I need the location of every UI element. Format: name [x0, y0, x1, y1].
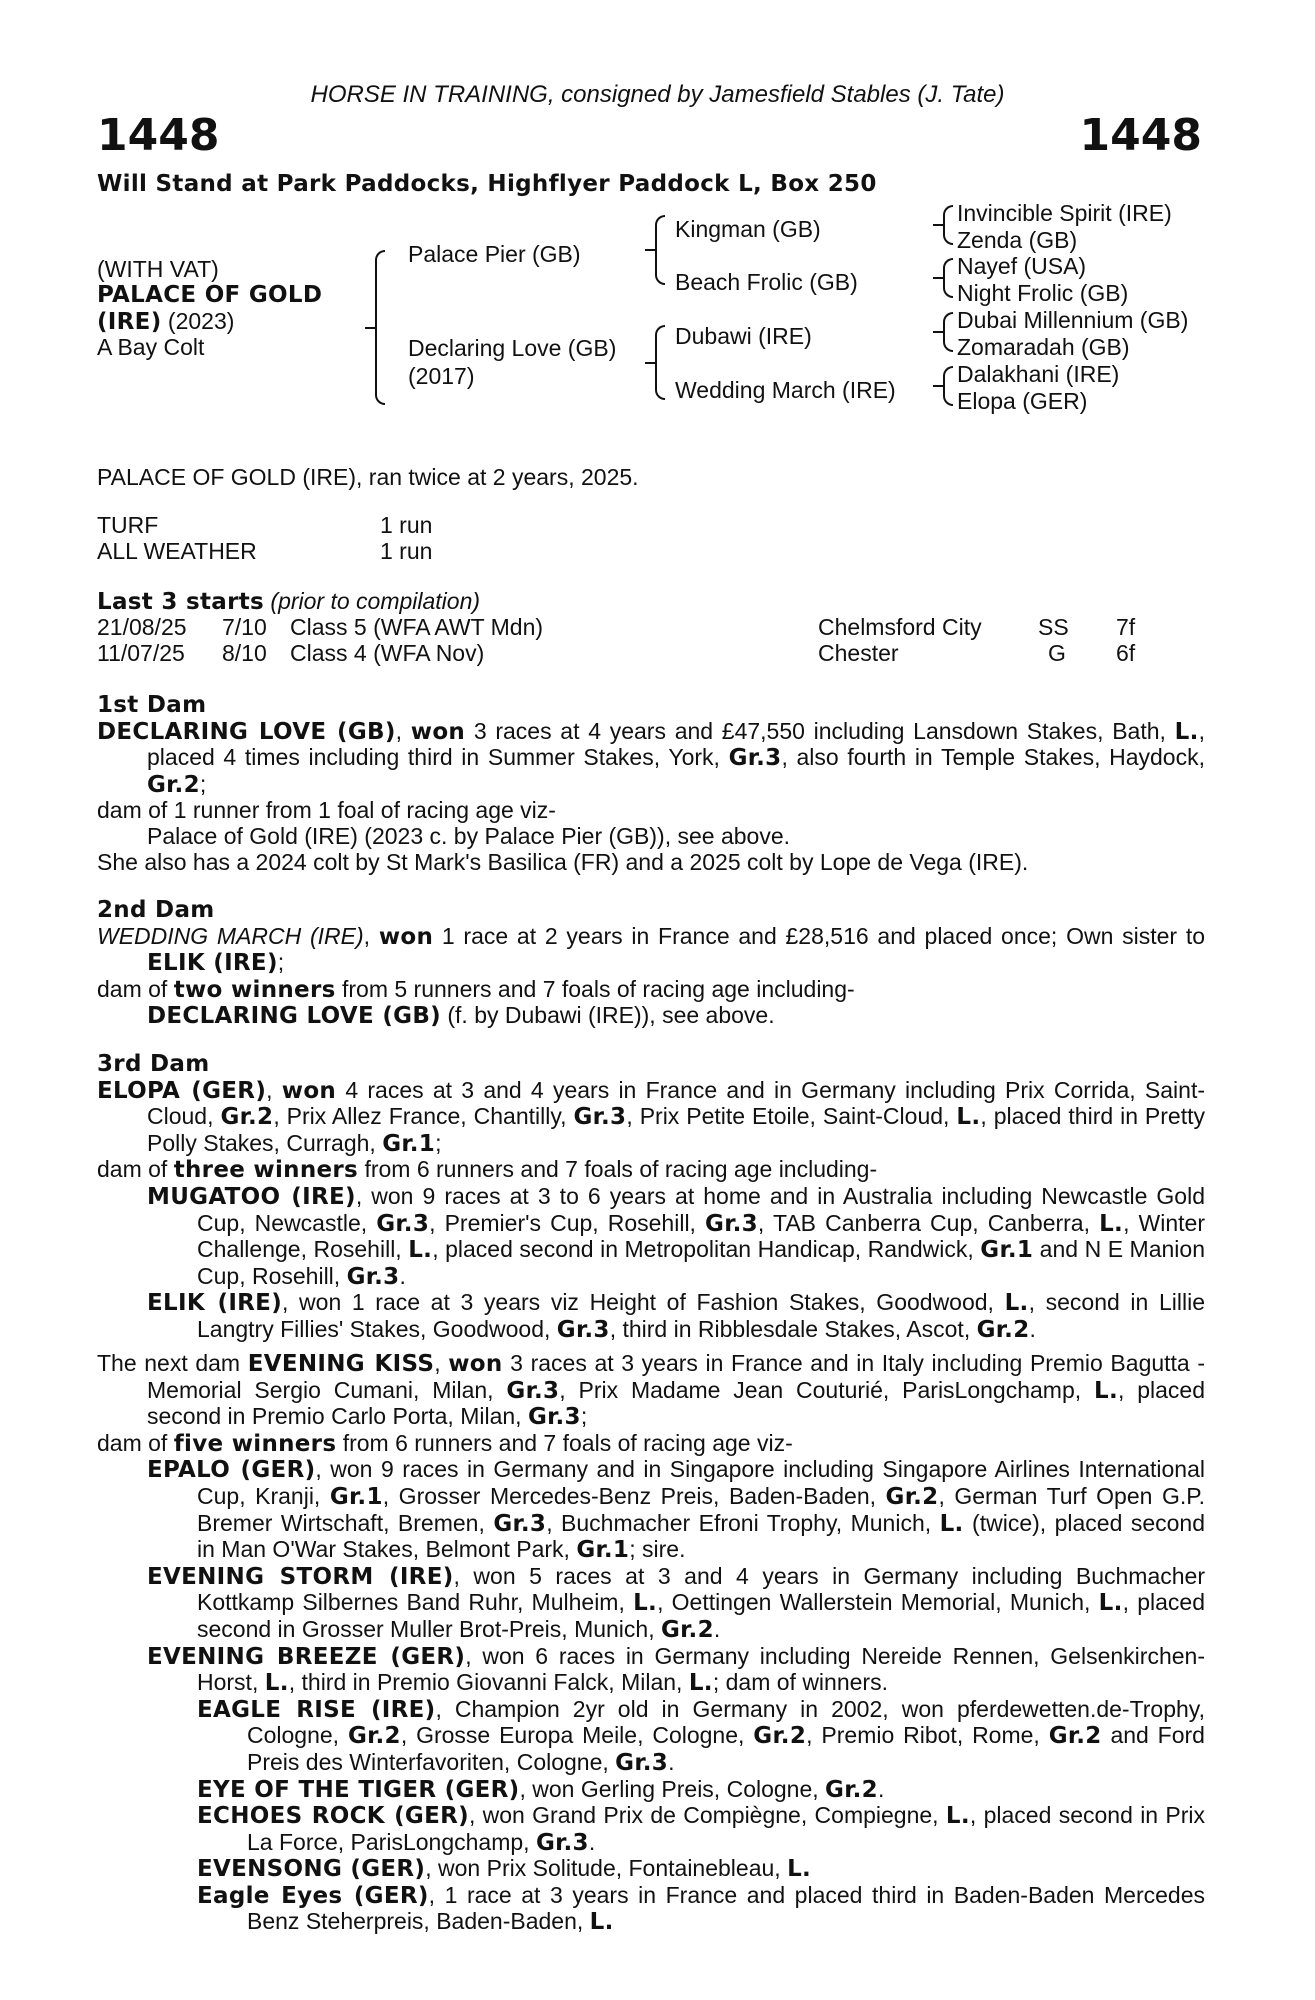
start-row — [0, 641, 1315, 667]
record-text: , won Prix Solitude, Fontainebleau, — [425, 1855, 788, 1882]
record-text: , placed second in Premio Carlo Porta, Milan, — [147, 1376, 1205, 1430]
produce-name: ELIK (IRE) — [147, 1290, 283, 1317]
record-text: , Prix Allez France, Chantilly, — [273, 1103, 574, 1130]
first-dam-produce-intro: dam of 1 runner from 1 foal of racing age viz- — [97, 797, 556, 824]
start-position: 7/10 — [222, 614, 267, 640]
group-label: Gr.3 — [376, 1210, 430, 1237]
record-text: 3 races at 4 years and £47,550 including Lansdown Stakes, Bath, — [465, 717, 1175, 744]
record-text: , Champion 2yr old in Germany in 2002, won pferdewetten.de-Trophy, Cologne, — [247, 1695, 1205, 1749]
record-text: and Ford Preis des Winterfavoriten, Cologne, — [247, 1722, 1205, 1775]
third-dam-record: ELOPA (GER), won 4 races at 3 and 4 years in France and in Germany including Prix Corrida, Saint-Cloud, Gr.2, Prix Allez France, Chantilly, Gr.3, Prix Petite Etoile, Saint-Cloud, L., placed third in Pretty Polly Stakes, Curragh, Gr.1; — [97, 1076, 1206, 1157]
group-label: Gr.2 — [347, 1723, 401, 1750]
horse-description: A Bay Colt — [97, 334, 205, 360]
first-dam-also: She also has a 2024 colt by St Mark's Basilica (FR) and a 2025 colt by Lope de Vega (IRE). — [97, 848, 1029, 875]
brace-ss-point — [933, 224, 943, 226]
record-text: ; — [580, 1403, 588, 1430]
produce-text: (f. by Dubawi (IRE)), see above. — [440, 1002, 775, 1029]
next-dam-produce-intro — [97, 1431, 1205, 1458]
third-dam-section — [97, 1052, 1205, 1344]
produce-evensong — [97, 1856, 1205, 1883]
record-text: ; sire. — [629, 1536, 686, 1563]
group-label: Gr.3 — [535, 1829, 589, 1856]
group-label: Gr.2 — [825, 1776, 878, 1803]
second-dam-record: WEDDING MARCH (IRE), won 1 race at 2 years in France and £28,516 and placed once; Own sister to ELIK (IRE); — [97, 922, 1205, 977]
brace-ss — [943, 205, 953, 245]
brace-dd-point — [933, 385, 943, 387]
group-label: Gr.1 — [576, 1537, 630, 1564]
record-text: . — [1029, 1315, 1036, 1342]
winners-count: three winners — [173, 1157, 359, 1184]
group-label: Gr.1 — [329, 1483, 383, 1510]
group-label: Gr.2 — [661, 1616, 714, 1643]
ds-dam: Zomaradah (GB) — [957, 334, 1130, 360]
produce-epalo — [97, 1457, 1205, 1563]
third-dam-heading: 3rd Dam — [97, 1051, 210, 1077]
group-label: Gr.2 — [753, 1723, 807, 1750]
listed-label: L. — [939, 1510, 964, 1537]
winners-count: five winners — [173, 1430, 337, 1457]
group-label: Gr.3 — [346, 1263, 400, 1290]
listed-label: L. — [956, 1104, 981, 1131]
race-summary: PALACE OF GOLD (IRE), ran twice at 2 years, 2025. — [97, 464, 639, 490]
produce-text: from 6 runners and 7 foals of racing age including- — [358, 1156, 878, 1183]
horse-vat: (WITH VAT) — [97, 256, 219, 282]
sd-dam: Night Frolic (GB) — [957, 280, 1129, 306]
produce-name: ECHOES ROCK (GER) — [197, 1803, 469, 1830]
first-dam-produce: Palace of Gold (IRE) (2023 c. by Palace Pier (GB)), see above. — [147, 822, 791, 849]
record-text: . — [668, 1748, 675, 1775]
produce-eagle-eyes — [97, 1883, 1205, 1936]
record-text: , won Gerling Preis, Cologne, — [519, 1775, 826, 1802]
group-label: Gr.2 — [147, 771, 200, 798]
brace-dam-point — [645, 362, 655, 364]
surface-aw-label: ALL WEATHER — [97, 538, 257, 564]
record-text: , won Grand Prix de Compiègne, Compiegne, — [468, 1802, 946, 1829]
horse-year: (2023) — [161, 308, 235, 334]
won-label: won — [448, 1351, 503, 1377]
start-distance: 7f — [1116, 614, 1136, 640]
record-text: , Buchmacher Efroni Trophy, Munich, — [546, 1509, 940, 1536]
dd-dam: Elopa (GER) — [957, 388, 1088, 414]
produce-text: from 5 runners and 7 foals of racing age including- — [335, 975, 855, 1002]
next-dam-section — [97, 1351, 1205, 1936]
dam-dam: Wedding March (IRE) — [675, 377, 896, 403]
group-label: Gr.3 — [493, 1510, 547, 1537]
first-dam-record: DECLARING LOVE (GB), won 3 races at 4 years and £47,550 including Lansdown Stakes, Bath, L., placed 4 times including third in Summer Stakes, York, Gr.3, also fourth in Temple Stakes, Haydock, Gr.2; — [97, 717, 1206, 798]
brace-ds — [943, 312, 953, 352]
dam-sire: Dubawi (IRE) — [675, 323, 812, 349]
listed-label: L. — [408, 1237, 433, 1264]
record-text: , Grosser Mercedes-Benz Preis, Baden-Baden, — [382, 1482, 886, 1509]
brace-gen1 — [375, 250, 385, 405]
produce-evening-storm — [97, 1564, 1205, 1644]
dd-sire: Dalakhani (IRE) — [957, 361, 1120, 387]
produce-text: from 6 runners and 7 foals of racing age viz- — [336, 1429, 793, 1456]
start-going: SS — [1038, 614, 1069, 640]
winners-count: two winners — [173, 976, 336, 1003]
start-row — [0, 615, 1315, 641]
produce-elik — [97, 1290, 1205, 1343]
second-dam-produce — [97, 1003, 1205, 1030]
record-text: ; — [277, 949, 285, 976]
sire: Palace Pier (GB) — [408, 241, 581, 267]
group-label: Gr.3 — [705, 1210, 758, 1237]
produce-eagle-rise — [97, 1697, 1205, 1777]
produce-name: DECLARING LOVE (GB) — [147, 1003, 441, 1030]
third-dam-name: ELOPA (GER) — [97, 1077, 267, 1104]
record-text: 1 race at 2 years in France and £28,516 and placed once; Own sister to — [433, 922, 1205, 949]
listed-label: L. — [688, 1670, 713, 1697]
record-text: , German Turf Open G.P. Bremer Wirtschaft, Bremen, — [197, 1482, 1205, 1536]
group-label: Gr.2 — [1048, 1723, 1102, 1750]
brace-ds-point — [933, 331, 943, 333]
produce-mugatoo — [97, 1184, 1205, 1290]
listed-label: L. — [1174, 718, 1199, 745]
record-text: , placed 4 times including third in Summer Stakes, York, — [147, 717, 1206, 771]
second-dam-name: WEDDING MARCH (IRE) — [97, 922, 364, 949]
won-label: won — [378, 923, 434, 950]
record-text: , won 1 race at 3 years viz Height of Fashion Stakes, Goodwood, — [282, 1289, 1005, 1316]
record-text: The next dam — [97, 1350, 248, 1376]
produce-name: EAGLE RISE (IRE) — [197, 1696, 436, 1723]
next-dam-name: EVENING KISS — [247, 1351, 435, 1377]
ss-dam: Zenda (GB) — [957, 227, 1078, 253]
record-text: , placed third in Pretty Polly Stakes, Curragh, — [147, 1103, 1205, 1156]
lot-number-left: 1448 — [97, 110, 220, 161]
start-date: 11/07/25 — [97, 640, 185, 666]
ss-sire: Invincible Spirit (IRE) — [957, 200, 1172, 226]
dam-year: (2017) — [408, 363, 475, 389]
brace-dd — [943, 366, 953, 406]
produce-eye-of-the-tiger — [97, 1777, 1205, 1804]
record-text: , won 9 races in Germany and in Singapore including Singapore Airlines International Cup, Kranji, — [197, 1456, 1205, 1509]
produce-text: dam of — [97, 975, 174, 1002]
record-text: , placed second in Grosser Muller Brot-Preis, Munich, — [197, 1589, 1205, 1642]
won-label: won — [410, 718, 466, 745]
ds-sire: Dubai Millennium (GB) — [957, 307, 1189, 333]
horse-name: PALACE OF GOLD — [97, 282, 323, 308]
produce-name: EVENING STORM (IRE) — [147, 1563, 454, 1590]
record-text: , Premier's Cup, Rosehill, — [429, 1209, 706, 1236]
listed-label: L. — [945, 1803, 970, 1830]
brace-sire-point — [645, 249, 655, 251]
brace-dam — [655, 325, 665, 400]
surface-turf-value: 1 run — [380, 512, 433, 538]
third-dam-produce-intro — [97, 1157, 1205, 1184]
start-course: Chelmsford City — [818, 614, 982, 640]
first-dam-heading: 1st Dam — [97, 692, 207, 718]
record-text: , placed second in Prix La Force, ParisLongchamp, — [247, 1802, 1206, 1855]
record-text: , second in Lillie Langtry Fillies' Stakes, Goodwood, — [197, 1289, 1205, 1342]
record-text: , Grosse Europa Meile, Cologne, — [400, 1722, 754, 1749]
next-dam-record: The next dam EVENING KISS, won 3 races at 3 years in France and in Italy including Premio Bagutta - Memorial Sergio Cumani, Milan, Gr.3, Prix Madame Jean Couturié, ParisLongchamp, L., placed second in Premio Carlo Porta, Milan, Gr.3; — [97, 1350, 1205, 1431]
second-dam-produce-intro — [97, 977, 1205, 1004]
listed-label: L. — [633, 1590, 658, 1617]
produce-name: EPALO (GER) — [147, 1457, 316, 1484]
listed-label: L. — [264, 1670, 289, 1697]
record-text: ; — [199, 770, 207, 797]
group-label: Gr.3 — [728, 745, 782, 772]
record-text: , Premio Ribot, Rome, — [806, 1722, 1049, 1749]
sister-name: ELIK (IRE) — [147, 950, 278, 977]
brace-sire — [655, 215, 665, 285]
dam: Declaring Love (GB) — [408, 335, 617, 361]
group-label: Gr.2 — [885, 1483, 939, 1510]
produce-text: dam of — [97, 1429, 174, 1456]
second-dam-heading: 2nd Dam — [97, 897, 215, 923]
listed-label: L. — [589, 1909, 614, 1936]
surface-aw-value: 1 run — [380, 538, 433, 564]
record-text: , Winter Challenge, Rosehill, — [197, 1209, 1205, 1263]
record-text: . — [399, 1262, 406, 1289]
horse-name-suffix — [97, 309, 234, 336]
listed-label: L. — [1098, 1590, 1123, 1617]
first-dam-section — [97, 693, 1205, 875]
record-text: , third in Ribblesdale Stakes, Ascot, — [609, 1315, 977, 1342]
start-race: Class 5 (WFA AWT Mdn) — [290, 614, 544, 640]
record-text: , Prix Petite Etoile, Saint-Cloud, — [626, 1103, 957, 1130]
produce-name: Eagle Eyes (GER) — [197, 1882, 429, 1909]
record-text: , TAB Canberra Cup, Canberra, — [757, 1209, 1100, 1236]
brace-gen1-point — [365, 327, 375, 329]
group-label: Gr.3 — [573, 1104, 627, 1131]
lot-number-right: 1448 — [1079, 110, 1202, 161]
record-text: , won 6 races in Germany including Nereide Rennen, Gelsenkirchen-Horst, — [197, 1642, 1205, 1696]
record-text: . — [713, 1615, 721, 1642]
record-text: 4 races at 3 and 4 years in France and in Germany including Prix Corrida, Saint-Cloud, — [147, 1076, 1206, 1130]
record-text: , 1 race at 3 years in France and placed third in Baden-Baden Mercedes Benz Steherpreis, Baden-Baden, — [247, 1881, 1205, 1935]
first-dam-name: DECLARING LOVE (GB) — [97, 718, 396, 745]
last-starts-title: Last 3 starts — [97, 589, 265, 615]
record-text: . — [588, 1828, 596, 1855]
record-text: and N E Manion Cup, Rosehill, — [197, 1236, 1205, 1289]
group-label: Gr.2 — [220, 1104, 274, 1131]
record-text: 3 races at 3 years in France and in Italy including Premio Bagutta - Memorial Sergio Cumani, Milan, — [147, 1350, 1205, 1403]
produce-name: EYE OF THE TIGER (GER) — [197, 1776, 520, 1803]
listed-label: L. — [1004, 1290, 1029, 1317]
group-label: Gr.3 — [506, 1377, 560, 1404]
last-starts-note: (prior to compilation) — [264, 588, 481, 614]
brace-sd-point — [933, 277, 943, 279]
start-course: Chester — [818, 640, 899, 666]
consignment-line: HORSE IN TRAINING, consigned by Jamesfield Stables (J. Tate) — [310, 81, 1005, 108]
group-label: Gr.3 — [527, 1404, 581, 1431]
won-label: won — [281, 1077, 337, 1104]
start-position: 8/10 — [222, 640, 267, 666]
listed-label: L. — [1093, 1377, 1118, 1404]
horse-country: (IRE) — [97, 309, 162, 335]
start-going: G — [1048, 640, 1066, 666]
brace-sd — [943, 258, 953, 298]
group-label: Gr.2 — [976, 1316, 1030, 1343]
produce-name: MUGATOO (IRE) — [147, 1183, 356, 1210]
record-text: , Oettingen Wallerstein Memorial, Munich, — [657, 1589, 1099, 1616]
produce-text: dam of — [97, 1156, 174, 1183]
record-text: , won 9 races at 3 to 6 years at home and in Australia including Newcastle Gold Cup, Newcastle, — [197, 1182, 1206, 1236]
record-text: , Prix Madame Jean Couturié, ParisLongchamp, — [559, 1376, 1094, 1403]
record-text: , also fourth in Temple Stakes, Haydock, — [781, 744, 1205, 771]
sire-dam: Beach Frolic (GB) — [675, 269, 858, 295]
group-label: Gr.1 — [980, 1237, 1034, 1264]
start-date: 21/08/25 — [97, 614, 187, 640]
produce-echoes-rock — [97, 1803, 1205, 1856]
produce-evening-breeze — [97, 1644, 1205, 1697]
record-text: ; — [435, 1129, 442, 1156]
last-starts-heading — [97, 589, 480, 616]
record-text: ; dam of winners. — [712, 1669, 888, 1696]
produce-name: EVENING BREEZE (GER) — [147, 1643, 466, 1670]
record-text: , third in Premio Giovanni Falck, Milan, — [288, 1669, 689, 1696]
record-text: (twice), placed second in Man O'War Stakes, Belmont Park, — [197, 1509, 1205, 1563]
group-label: Gr.3 — [556, 1316, 610, 1343]
listed-label: L. — [787, 1856, 812, 1883]
group-label: Gr.3 — [615, 1749, 669, 1776]
start-distance: 6f — [1116, 640, 1136, 666]
record-text: , placed second in Metropolitan Handicap, Randwick, — [432, 1236, 981, 1263]
sire-sire: Kingman (GB) — [675, 216, 821, 242]
second-dam-section — [97, 898, 1205, 1030]
record-text: , won 5 races at 3 and 4 years in Germany including Buchmacher Kottkamp Silbernes Band Ruhr, Mulheim, — [197, 1562, 1205, 1616]
record-text: . — [877, 1775, 885, 1802]
start-race: Class 4 (WFA Nov) — [290, 640, 485, 666]
surface-turf-label: TURF — [97, 512, 159, 538]
group-label: Gr.1 — [382, 1130, 436, 1157]
listed-label: L. — [1099, 1210, 1124, 1237]
stable-location: Will Stand at Park Paddocks, Highflyer Paddock L, Box 250 — [97, 171, 877, 197]
sd-sire: Nayef (USA) — [957, 253, 1087, 279]
produce-name: EVENSONG (GER) — [197, 1856, 426, 1883]
